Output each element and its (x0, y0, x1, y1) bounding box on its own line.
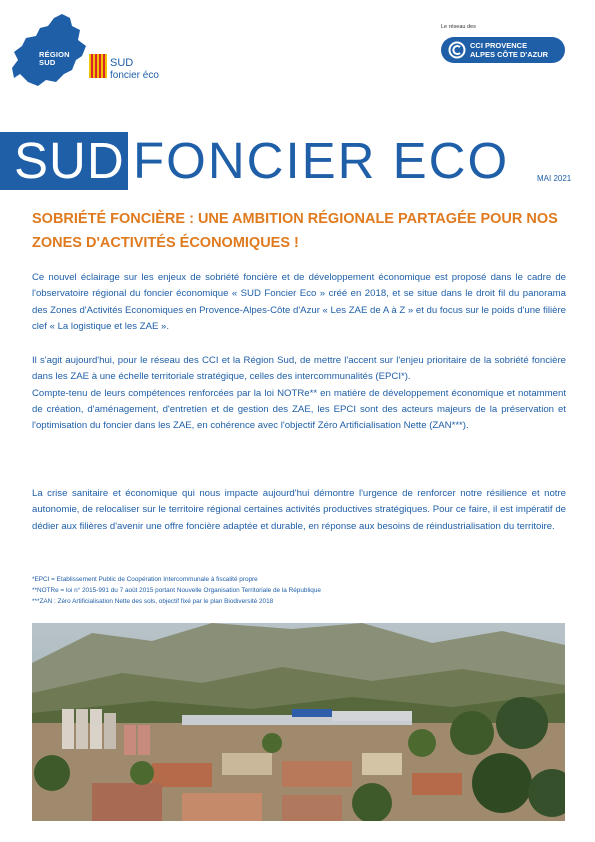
issue-date: MAI 2021 (537, 174, 572, 183)
footnote-notre: **NOTRe = loi n° 2015-991 du 7 août 2015 portant Nouvelle Organisation Territoriale de la République (32, 587, 321, 594)
cci-name-line1: CCI PROVENCE (470, 41, 528, 50)
photo-illustration (32, 623, 565, 821)
footnote-zan: ***ZAN : Zéro Artificialisation Nette des sols, objectif fixé par le plan Biodiversité 2018 (32, 598, 274, 605)
sud-foncier-eco-logo (10, 12, 180, 92)
region-label: RÉGION (39, 50, 70, 59)
footnotes (32, 574, 532, 607)
sud-label: SUD (39, 58, 56, 67)
cci-name-line2: ALPES CÔTE D'AZUR (470, 50, 549, 59)
masthead-sud: SUD (14, 132, 125, 189)
context-paragraph-part1: Il s'agit aujourd'hui, pour le réseau des CCI et la Région Sud, de mettre l'accent sur l'enjeu prioritaire de la sobriété foncière dans les ZAE à une échelle territoriale stratégique, celles des intercommunalités (EPCI*). (32, 355, 566, 383)
context-paragraph-part2: Compte-tenu de leurs compétences renforcées par la loi NOTRe** en matière de développement économique et notamment de création, d'aménagement, d'entretien et de gestion des ZAE, les EPCI sont des acteurs majeurs de la préservation et l'optimisation du foncier dans les ZAE, en cohérence avec l'objectif Zéro Artificialisation Nette (ZAN***). (32, 387, 566, 432)
network-label: Le réseau des (441, 24, 476, 30)
provence-flag-icon (89, 54, 107, 78)
intro-paragraph: Ce nouvel éclairage sur les enjeux de sobriété foncière et de développement économique est proposé dans le cadre de l'observatoire régional du foncier économique « SUD Foncier Eco » créé en 2018, et se situe dans le droit fil du panorama des Zones d'Activités Economiques en Provence-Alpes-Côte d'Azur « Les ZAE de A à Z » et du focus sur le poids d'une filière clef « La logistique et les ZAE ». (32, 272, 566, 332)
industrial-zone-photo (32, 623, 565, 821)
footnote-epci: *EPCI = Etablissement Public de Coopération Intercommunale à fiscalité propre (32, 576, 258, 583)
headline: SOBRIÉTÉ FONCIÈRE : UNE AMBITION RÉGIONALE PARTAGÉE POUR NOS ZONES D'ACTIVITÉS ÉCONOMIQUES ! (32, 211, 558, 251)
region-sud-wordmark (39, 51, 79, 67)
context-paragraph (32, 353, 566, 434)
crisis-paragraph: La crise sanitaire et économique qui nous impacte aujourd'hui démontre l'urgence de renforcer notre résilience et notre autonomie, de relocaliser sur le territoire régional certaines activités productives stratégiques. Pour ce faire, il est impératif de dédier aux filières d'avenir une offre foncière adaptée et durable, en réponse aux besoins de réindustrialisation du territoire. (32, 488, 566, 532)
logo-sud-text: SUD (110, 57, 134, 69)
cci-badge (441, 37, 565, 63)
cci-logo-icon (448, 41, 466, 59)
logo-foncier-text: foncier éco (110, 70, 159, 81)
masthead-foncier-eco: FONCIER ECO (133, 132, 510, 189)
